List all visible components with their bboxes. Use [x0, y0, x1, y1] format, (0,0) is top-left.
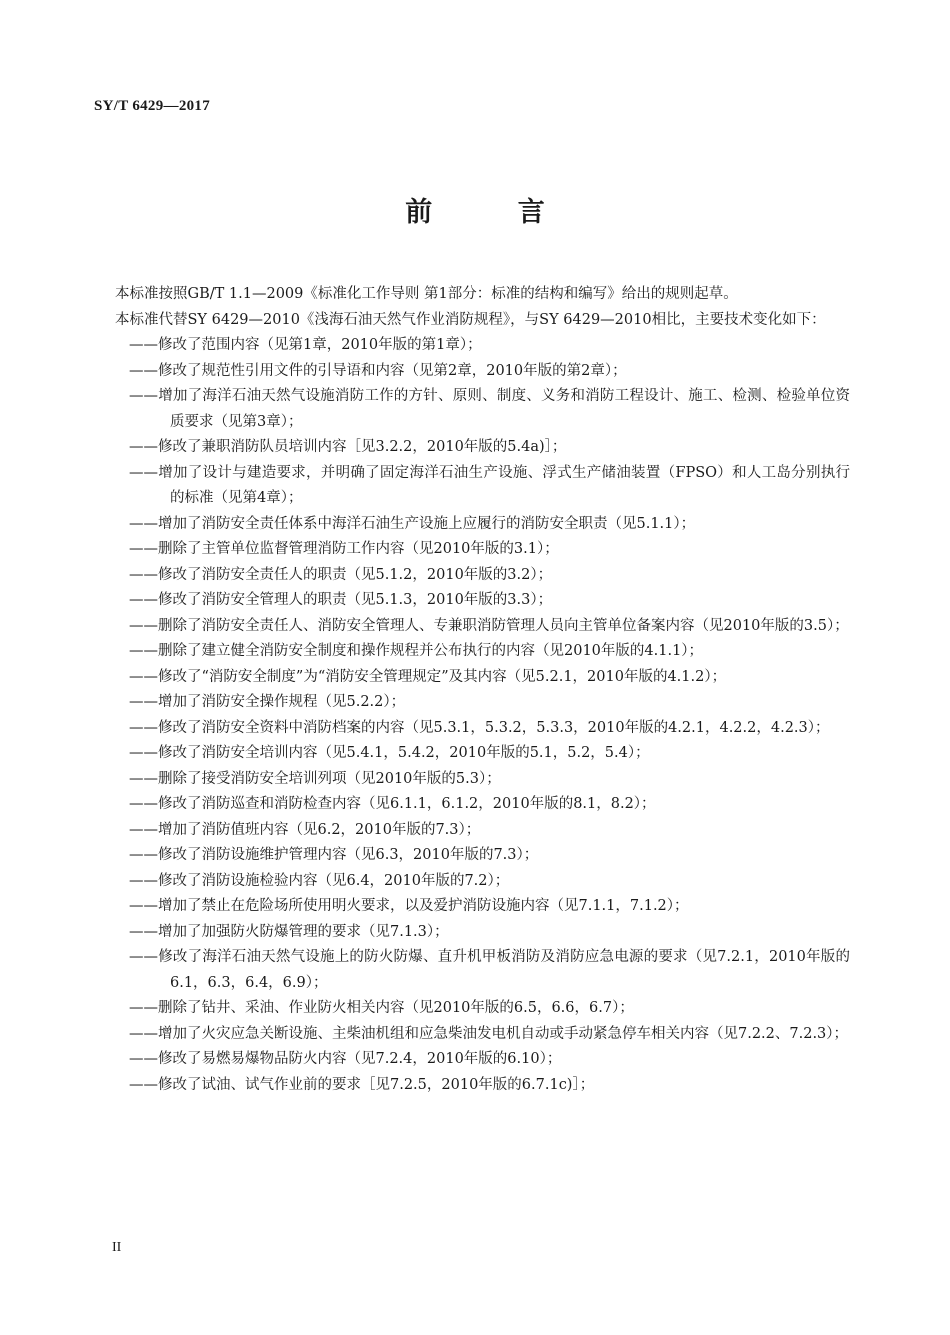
change-item: ——修改了消防设施检验内容（见6.4，2010年版的7.2）； — [129, 872, 510, 889]
change-item: ——增加了消防值班内容（见6.2，2010年版的7.3）； — [129, 821, 481, 838]
change-item: ——修改了“消防安全制度”为“消防安全管理规定”及其内容（见5.2.1，2010年版的4.1.2）； — [129, 668, 727, 685]
change-item: ——删除了主管单位监督管理消防工作内容（见2010年版的3.1）； — [129, 541, 559, 557]
change-item: ——修改了消防巡查和消防检查内容（见6.1.1，6.1.2，2010年版的8.1，8.2）； — [129, 796, 656, 812]
technical-changes-list — [86, 333, 850, 1098]
intro-paragraph-2: 本标准代替SY 6429—2010《浅海石油天然气作业消防规程》，与SY 6429—2010相比，主要技术变化如下： — [115, 311, 826, 328]
change-item: ——修改了范围内容（见第1章，2010年版的第1章）； — [129, 337, 482, 353]
change-item: ——删除了消防安全责任人、消防安全管理人、专兼职消防管理人员向主管单位备案内容（见2010年版的3.5）； — [129, 617, 849, 634]
change-item: ——删除了建立健全消防安全制度和操作规程并公布执行的内容（见2010年版的4.1.1）； — [129, 643, 704, 659]
standard-code: SY/T 6429—2017 — [94, 98, 211, 114]
change-item: ——修改了兼职消防队员培训内容［见3.2.2，2010年版的5.4a)］； — [129, 439, 567, 455]
change-item: ——删除了接受消防安全培训列项（见2010年版的5.3）； — [129, 770, 501, 787]
change-item: ——增加了设计与建造要求，并明确了固定海洋石油生产设施、浮式生产储油装置（FPSO）和人工岛分别执行的标准（见第4章）； — [129, 464, 850, 506]
change-item: ——修改了消防安全管理人的职责（见5.1.3，2010年版的3.3）； — [129, 592, 553, 608]
change-item: ——增加了禁止在危险场所使用明火要求，以及爱护消防设施内容（见7.1.1，7.1.2）； — [129, 898, 689, 914]
change-item: ——修改了易燃易爆物品防火内容（见7.2.4，2010年版的6.10）； — [129, 1051, 562, 1067]
change-item: ——增加了海洋石油天然气设施消防工作的方针、原则、制度、义务和消防工程设计、施工、检测、检验单位资质要求（见第3章）； — [129, 388, 850, 430]
page-number: II — [112, 1240, 122, 1255]
change-item: ——增加了消防安全操作规程（见5.2.2）； — [129, 694, 406, 710]
change-item: ——修改了消防设施维护管理内容（见6.3，2010年版的7.3）； — [129, 847, 539, 863]
change-item: ——修改了规范性引用文件的引导语和内容（见第2章，2010年版的第2章）； — [129, 362, 627, 379]
change-item: ——修改了消防安全培训内容（见5.4.1，5.4.2，2010年版的5.1，5.2，5.4）； — [129, 745, 650, 761]
change-item: ——修改了试油、试气作业前的要求［见7.2.5，2010年版的6.7.1c)］； — [129, 1076, 595, 1093]
foreword-body — [86, 282, 850, 1098]
change-item: ——修改了消防安全资料中消防档案的内容（见5.3.1，5.3.2，5.3.3，2010年版的4.2.1，4.2.2，4.2.3）； — [129, 719, 830, 736]
change-item: ——删除了钻井、采油、作业防火相关内容（见2010年版的6.5，6.6，6.7）； — [129, 1000, 634, 1016]
change-item: ——修改了消防安全责任人的职责（见5.1.2，2010年版的3.2）； — [129, 566, 553, 583]
change-item: ——增加了消防安全责任体系中海洋石油生产设施上应履行的消防安全职责（见5.1.1）； — [129, 515, 696, 532]
change-item: ——修改了海洋石油天然气设施上的防火防爆、直升机甲板消防及消防应急电源的要求（见7.2.1，2010年版的6.1，6.3，6.4，6.9）； — [129, 949, 850, 991]
intro-paragraph-1: 本标准按照GB/T 1.1—2009《标准化工作导则 第1部分：标准的结构和编写》给出的规则起草。 — [115, 286, 738, 302]
page-title: 前 言 — [405, 197, 583, 228]
change-item: ——增加了加强防火防爆管理的要求（见7.1.3）； — [129, 923, 449, 940]
change-item: ——增加了火灾应急关断设施、主柴油机组和应急柴油发电机自动或手动紧急停车相关内容（见7.2.2、7.2.3）； — [129, 1025, 849, 1042]
